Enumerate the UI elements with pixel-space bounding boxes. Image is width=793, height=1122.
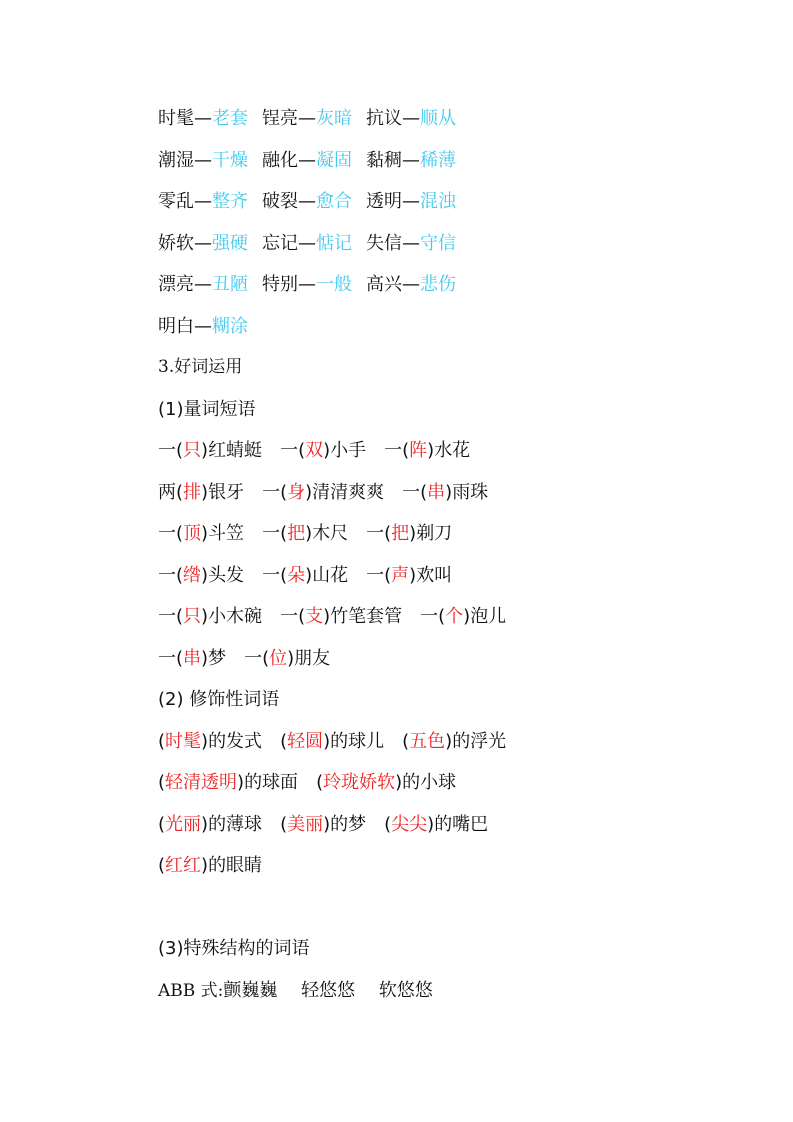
- antonym-answer: 糊涂: [212, 315, 248, 337]
- antonym-word: 明白: [158, 315, 194, 337]
- measure-word-item: [366, 513, 452, 555]
- dash: —: [298, 232, 316, 254]
- modifier-row: [158, 762, 758, 804]
- paren-open: (: [438, 606, 446, 627]
- measure-word-answer: 绺: [183, 564, 202, 586]
- document-body: [158, 98, 758, 1011]
- paren-open: (: [402, 730, 410, 752]
- paren-close: ): [305, 523, 313, 544]
- antonym-word: 抗议: [366, 108, 402, 129]
- paren-open: (: [384, 564, 392, 586]
- antonym-answer: 灰暗: [316, 108, 352, 129]
- modifier-row: [158, 845, 758, 887]
- paren-close: ): [323, 606, 331, 627]
- paren-close: ): [445, 481, 453, 503]
- paren-open: (: [384, 813, 392, 835]
- paren-close: ): [395, 772, 403, 793]
- dash: —: [298, 108, 316, 129]
- measure-word-row: [158, 596, 758, 638]
- modifier-answer: 轻清透明: [165, 772, 238, 793]
- antonym-pair: [366, 98, 456, 140]
- antonym-word: 融化: [262, 149, 298, 171]
- measure-word-title: (1)量词短语: [158, 398, 256, 420]
- modifier-row: [158, 804, 758, 846]
- antonym-pair: [158, 223, 248, 265]
- measure-word-answer: 把: [391, 523, 410, 544]
- measure-word-item: [402, 472, 488, 514]
- antonym-word: 高兴: [366, 274, 402, 295]
- antonym-pair: [366, 181, 456, 223]
- paren-open: (: [176, 606, 184, 627]
- measure-word-answer: 只: [183, 606, 202, 627]
- paren-open: (: [262, 647, 270, 669]
- measure-noun: 泡儿: [470, 606, 507, 627]
- measure-word-answer: 声: [391, 564, 410, 586]
- measure-noun: 木尺: [312, 523, 349, 544]
- measure-word-item: [244, 638, 330, 680]
- modifier-noun: 的眼睛: [208, 855, 263, 876]
- dash: —: [402, 191, 420, 212]
- paren-open: (: [280, 523, 288, 544]
- measure-prefix: 一: [262, 481, 281, 503]
- antonym-pair: [158, 98, 248, 140]
- modifier-row: [158, 721, 758, 763]
- modifier-item: [316, 762, 456, 804]
- antonym-answer: 愈合: [316, 191, 352, 212]
- paren-close: ): [323, 730, 331, 752]
- measure-word-answer: 支: [305, 606, 324, 627]
- measure-word-answer: 只: [183, 440, 202, 461]
- paren-close: ): [237, 772, 245, 793]
- antonym-pair: [262, 181, 352, 223]
- antonym-pair: [158, 264, 248, 306]
- modifier-noun: 的嘴巴: [434, 813, 489, 835]
- measure-word-row: [158, 513, 758, 555]
- antonym-pair: [158, 181, 248, 223]
- measure-word-item: [280, 596, 402, 638]
- measure-word-answer: 排: [183, 481, 202, 503]
- measure-word-item: [158, 638, 226, 680]
- paren-open: (: [158, 813, 166, 835]
- paren-open: (: [280, 813, 288, 835]
- measure-prefix: 一: [244, 647, 263, 669]
- antonym-pair: [158, 306, 248, 348]
- paren-open: (: [176, 564, 184, 586]
- measure-noun: 红蜻蜓: [208, 440, 263, 461]
- modifier-noun: 的梦: [330, 813, 367, 835]
- measure-noun: 斗笠: [208, 523, 245, 544]
- measure-word-item: [262, 472, 384, 514]
- measure-noun: 水花: [434, 440, 471, 461]
- modifier-noun: 的薄球: [208, 813, 263, 835]
- antonym-word: 零乱: [158, 191, 194, 212]
- modifier-noun: 的小球: [402, 772, 457, 793]
- measure-prefix: 一: [420, 606, 439, 627]
- paren-close: ): [427, 440, 435, 461]
- antonym-word: 时髦: [158, 108, 194, 129]
- modifier-item: [158, 762, 298, 804]
- paren-close: ): [323, 813, 331, 835]
- measure-word-section: [158, 430, 758, 679]
- blank-line: [158, 887, 758, 929]
- dash: —: [402, 108, 420, 129]
- modifier-answer: 时髦: [165, 730, 202, 752]
- measure-prefix: 一: [158, 606, 176, 627]
- paren-open: (: [158, 772, 166, 793]
- measure-word-answer: 顶: [183, 523, 202, 544]
- antonym-answer: 丑陋: [212, 274, 248, 295]
- paren-open: (: [158, 855, 166, 876]
- paren-close: ): [427, 813, 435, 835]
- measure-prefix: 一: [158, 564, 176, 586]
- measure-prefix: 一: [262, 523, 281, 544]
- abb-word: 软悠悠: [378, 979, 433, 1001]
- antonym-pair: [366, 140, 456, 182]
- measure-word-item: [262, 555, 348, 597]
- dash: —: [402, 274, 420, 295]
- antonym-row: [158, 140, 758, 182]
- antonym-word: 失信: [366, 232, 402, 254]
- modifier-answer: 玲珑娇软: [323, 772, 396, 793]
- antonym-pair: [262, 223, 352, 265]
- paren-open: (: [176, 523, 184, 544]
- antonym-word: 娇软: [158, 232, 194, 254]
- measure-prefix: 一: [280, 440, 299, 461]
- measure-word-item: [158, 596, 262, 638]
- modifier-noun: 的浮光: [452, 730, 507, 752]
- dash: —: [194, 315, 212, 337]
- antonym-answer: 强硬: [212, 232, 248, 254]
- antonym-word: 破裂: [262, 191, 298, 212]
- measure-word-item: [158, 513, 244, 555]
- dash: —: [194, 191, 212, 212]
- measure-prefix: 一: [158, 523, 176, 544]
- abb-word: 颤巍巍: [223, 979, 278, 1001]
- antonym-pair: [158, 140, 248, 182]
- paren-open: (: [298, 606, 306, 627]
- antonym-answer: 稀薄: [420, 149, 456, 171]
- dash: —: [194, 232, 212, 254]
- modifier-answer: 尖尖: [391, 813, 428, 835]
- antonym-row: [158, 264, 758, 306]
- paren-close: ): [323, 440, 331, 461]
- measure-word-item: [280, 430, 366, 472]
- abb-label: ABB 式:: [158, 980, 224, 1001]
- measure-word-answer: 串: [183, 647, 202, 669]
- abb-word: 轻悠悠: [301, 979, 356, 1001]
- modifier-item: [280, 804, 366, 846]
- paren-close: ): [409, 523, 417, 544]
- section-3-title: 3.好词运用: [158, 357, 243, 377]
- antonym-pair: [366, 223, 456, 265]
- measure-word-row: [158, 555, 758, 597]
- paren-open: (: [158, 730, 166, 752]
- measure-noun: 朋友: [294, 647, 331, 669]
- paren-open: (: [280, 481, 288, 503]
- measure-word-answer: 个: [445, 606, 464, 627]
- paren-open: (: [176, 481, 184, 503]
- paren-open: (: [420, 481, 428, 503]
- modifier-section: [158, 721, 758, 887]
- measure-prefix: 一: [280, 606, 299, 627]
- dash: —: [298, 274, 316, 295]
- measure-word-item: [158, 472, 244, 514]
- paren-close: ): [201, 855, 209, 876]
- antonym-row: [158, 98, 758, 140]
- modifier-answer: 轻圆: [287, 730, 324, 752]
- antonym-answer: 凝固: [316, 149, 352, 171]
- measure-word-answer: 双: [305, 440, 324, 461]
- antonym-word: 特别: [262, 274, 298, 295]
- measure-noun: 银牙: [208, 481, 245, 503]
- paren-close: ): [409, 564, 417, 586]
- antonym-pair: [366, 264, 456, 306]
- measure-word-row: [158, 638, 758, 680]
- measure-noun: 小木碗: [208, 606, 263, 627]
- paren-close: ): [463, 606, 471, 627]
- antonym-answer: 干燥: [212, 149, 248, 171]
- modifier-item: [158, 721, 262, 763]
- measure-prefix: 两: [158, 481, 176, 503]
- measure-word-item: [158, 555, 244, 597]
- antonym-answer: 整齐: [212, 191, 248, 212]
- modifier-noun: 的发式: [208, 730, 263, 752]
- paren-open: (: [280, 564, 288, 586]
- dash: —: [194, 108, 212, 129]
- measure-prefix: 一: [366, 564, 385, 586]
- measure-word-item: [158, 430, 262, 472]
- paren-close: ): [201, 730, 209, 752]
- measure-word-answer: 把: [287, 523, 306, 544]
- paren-close: ): [201, 813, 209, 835]
- paren-close: ): [287, 647, 295, 669]
- modifier-item: [280, 721, 384, 763]
- paren-close: ): [305, 564, 313, 586]
- modifier-answer: 红红: [165, 855, 202, 876]
- measure-prefix: 一: [262, 564, 281, 586]
- antonym-answer: 守信: [420, 232, 456, 254]
- antonym-answer: 一般: [316, 274, 352, 295]
- modifier-answer: 五色: [409, 730, 446, 752]
- measure-noun: 梦: [208, 647, 227, 669]
- measure-word-row: [158, 430, 758, 472]
- measure-word-item: [420, 596, 506, 638]
- antonym-word: 忘记: [262, 232, 298, 254]
- antonym-section: [158, 98, 758, 347]
- paren-close: ): [201, 606, 209, 627]
- measure-word-answer: 串: [427, 481, 446, 503]
- measure-word-answer: 身: [287, 481, 306, 503]
- dash: —: [194, 274, 212, 295]
- antonym-answer: 惦记: [316, 232, 352, 254]
- measure-word-answer: 朵: [287, 564, 306, 586]
- antonym-row: [158, 223, 758, 265]
- measure-noun: 山花: [312, 564, 349, 586]
- dash: —: [298, 191, 316, 212]
- measure-prefix: 一: [402, 481, 421, 503]
- antonym-answer: 老套: [212, 108, 248, 129]
- paren-close: ): [201, 440, 209, 461]
- paren-close: ): [201, 564, 209, 586]
- measure-prefix: 一: [158, 647, 176, 669]
- antonym-word: 黏稠: [366, 149, 402, 171]
- antonym-word: 锃亮: [262, 108, 298, 129]
- paren-close: ): [305, 481, 313, 503]
- measure-noun: 清清爽爽: [312, 481, 385, 503]
- paren-open: (: [402, 440, 410, 461]
- paren-open: (: [384, 523, 392, 544]
- measure-word-answer: 位: [269, 647, 288, 669]
- paren-close: ): [201, 523, 209, 544]
- measure-word-item: [262, 513, 348, 555]
- paren-open: (: [280, 730, 288, 752]
- measure-noun: 竹笔套管: [330, 606, 403, 627]
- dash: —: [194, 149, 212, 171]
- modifier-answer: 光丽: [165, 813, 202, 835]
- measure-word-item: [384, 430, 470, 472]
- measure-word-item: [366, 555, 452, 597]
- modifier-noun: 的球面: [244, 772, 299, 793]
- modifier-title: (2) 修饰性词语: [158, 689, 280, 710]
- measure-word-answer: 阵: [409, 440, 428, 461]
- measure-noun: 头发: [208, 564, 245, 586]
- antonym-pair: [262, 140, 352, 182]
- paren-open: (: [298, 440, 306, 461]
- paren-close: ): [445, 730, 453, 752]
- measure-noun: 雨珠: [452, 481, 489, 503]
- paren-open: (: [176, 647, 184, 669]
- dash: —: [402, 232, 420, 254]
- paren-open: (: [176, 440, 184, 461]
- paren-close: ): [201, 481, 209, 503]
- paren-open: (: [316, 772, 324, 793]
- modifier-item: [158, 804, 262, 846]
- modifier-noun: 的球儿: [330, 730, 385, 752]
- dash: —: [298, 149, 316, 171]
- antonym-answer: 混浊: [420, 191, 456, 212]
- antonym-row: [158, 181, 758, 223]
- antonym-pair: [262, 264, 352, 306]
- measure-prefix: 一: [384, 440, 403, 461]
- modifier-answer: 美丽: [287, 813, 324, 835]
- abb-row: [158, 970, 758, 1012]
- antonym-word: 潮湿: [158, 149, 194, 171]
- measure-noun: 小手: [330, 440, 367, 461]
- dash: —: [402, 149, 420, 171]
- antonym-row: [158, 306, 758, 348]
- modifier-item: [158, 845, 262, 887]
- measure-noun: 欢叫: [416, 564, 453, 586]
- modifier-item: [384, 804, 488, 846]
- antonym-answer: 顺从: [420, 108, 456, 129]
- antonym-pair: [262, 98, 352, 140]
- special-structure-title: (3)特殊结构的词语: [158, 938, 310, 959]
- modifier-item: [402, 721, 506, 763]
- antonym-answer: 悲伤: [420, 274, 456, 295]
- antonym-word: 透明: [366, 191, 402, 212]
- measure-noun: 剃刀: [416, 523, 453, 544]
- measure-prefix: 一: [158, 440, 176, 461]
- measure-prefix: 一: [366, 523, 385, 544]
- paren-close: ): [201, 647, 209, 669]
- antonym-word: 漂亮: [158, 274, 194, 295]
- measure-word-row: [158, 472, 758, 514]
